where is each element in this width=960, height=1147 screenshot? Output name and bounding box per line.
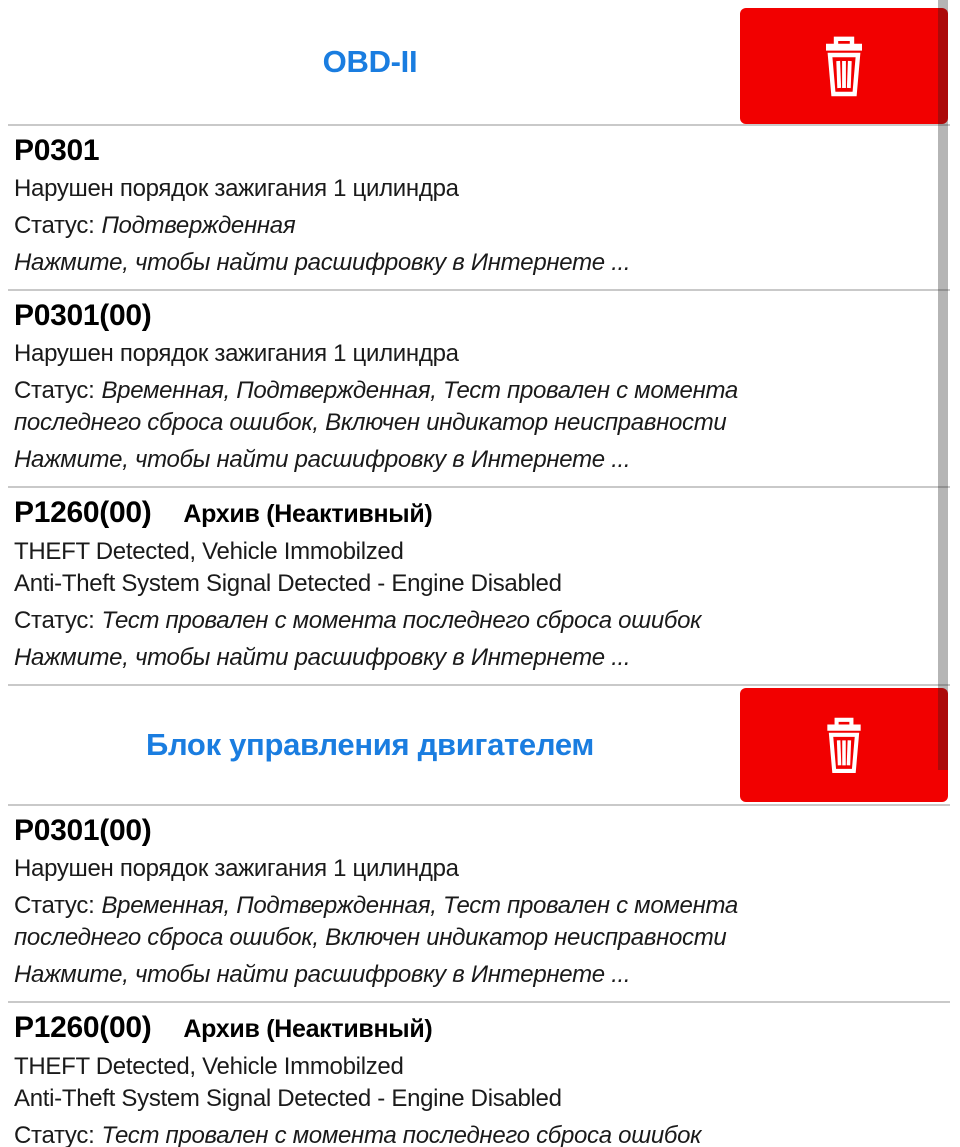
dtc-description: Нарушен порядок зажигания 1 цилиндра	[14, 855, 459, 882]
dtc-item[interactable]	[0, 806, 960, 1001]
dtc-status	[14, 605, 935, 637]
dtc-web-hint: Нажмите, чтобы найти расшифровку в Интернете ...	[14, 446, 631, 473]
trash-icon	[819, 714, 869, 776]
dtc-status-value: последнего сброса ошибок, Включен индикатор неисправности	[14, 924, 727, 951]
dtc-item[interactable]	[0, 1003, 960, 1147]
dtc-status	[14, 375, 935, 439]
section-header-ecu	[0, 686, 960, 804]
dtc-status-label: Статус:	[14, 212, 95, 239]
dtc-status-label: Статус:	[14, 1122, 95, 1147]
dtc-code-row	[14, 1011, 935, 1046]
dtc-status-label: Статус:	[14, 377, 95, 404]
section-title: Блок управления двигателем	[145, 727, 595, 762]
delete-section-button[interactable]	[740, 8, 948, 124]
dtc-status-value: Временная, Подтвержденная, Тест провален с момента	[101, 892, 738, 919]
dtc-code: P0301	[14, 134, 100, 167]
scrollbar[interactable]	[938, 0, 948, 770]
dtc-web-hint: Нажмите, чтобы найти расшифровку в Интернете ...	[14, 961, 631, 988]
dtc-status	[14, 210, 935, 242]
dtc-status-value: Тест провален с момента последнего сброса ошибок	[101, 607, 702, 634]
dtc-code: P1260(00)	[14, 1011, 152, 1044]
dtc-status	[14, 890, 935, 954]
dtc-code: P0301(00)	[14, 299, 152, 332]
section-title: OBD-II	[322, 44, 418, 79]
dtc-status-value: последнего сброса ошибок, Включен индикатор неисправности	[14, 409, 727, 436]
dtc-description: THEFT Detected, Vehicle Immobilzed Anti-Theft System Signal Detected - Engine Disabled	[14, 1053, 562, 1112]
dtc-status	[14, 1120, 935, 1147]
dtc-item[interactable]	[0, 126, 960, 289]
dtc-status-value: Тест провален с момента последнего сброса ошибок	[101, 1122, 702, 1147]
dtc-archive-badge: Архив (Неактивный)	[183, 1015, 433, 1043]
dtc-status-value: Временная, Подтвержденная, Тест провален с момента	[101, 377, 738, 404]
dtc-description: Нарушен порядок зажигания 1 цилиндра	[14, 340, 459, 367]
dtc-code-row	[14, 496, 935, 531]
section-header-obd2	[0, 0, 960, 124]
trash-icon	[817, 34, 871, 98]
dtc-item[interactable]	[0, 488, 960, 684]
dtc-web-hint: Нажмите, чтобы найти расшифровку в Интернете ...	[14, 249, 631, 276]
dtc-item[interactable]	[0, 291, 960, 486]
dtc-code: P1260(00)	[14, 496, 152, 529]
dtc-code: P0301(00)	[14, 814, 152, 847]
delete-section-button[interactable]	[740, 688, 948, 802]
dtc-status-label: Статус:	[14, 892, 95, 919]
dtc-description: THEFT Detected, Vehicle Immobilzed Anti-Theft System Signal Detected - Engine Disabled	[14, 538, 562, 597]
dtc-description: Нарушен порядок зажигания 1 цилиндра	[14, 175, 459, 202]
dtc-web-hint: Нажмите, чтобы найти расшифровку в Интернете ...	[14, 644, 631, 671]
dtc-archive-badge: Архив (Неактивный)	[183, 500, 433, 528]
dtc-status-label: Статус:	[14, 607, 95, 634]
dtc-status-value: Подтвержденная	[101, 212, 296, 239]
